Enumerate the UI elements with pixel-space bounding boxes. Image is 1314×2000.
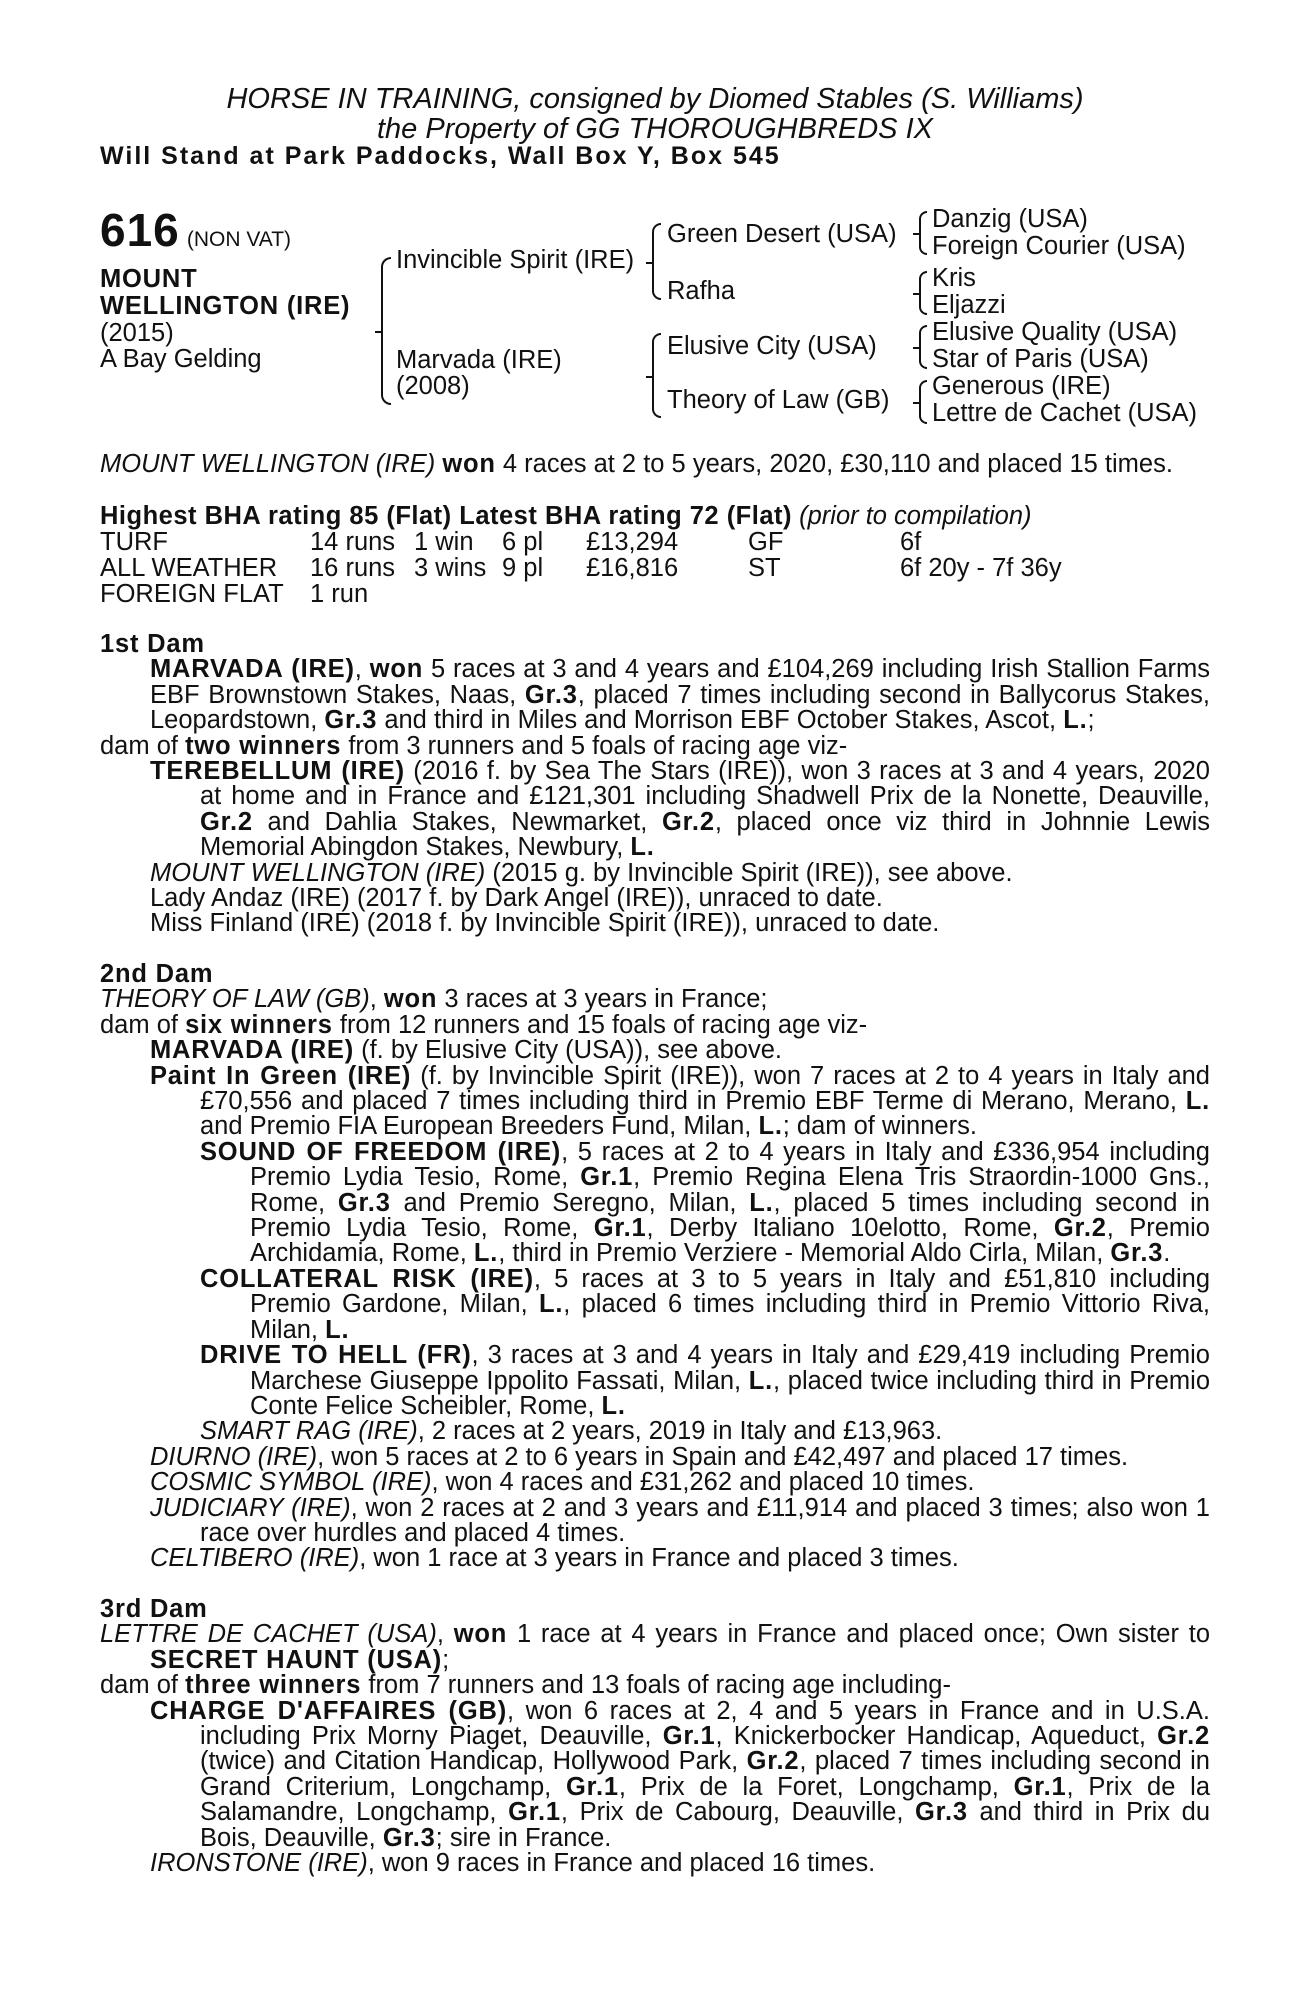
property-line: the Property of GG THOROUGHBREDS IX (377, 113, 933, 145)
produce-entry: COLLATERAL RISK (IRE), 5 races at 3 to 5 years in Italy and £51,810 including Premio Gardone, Milan, L., placed 6 times including third in Premio Vittorio Riva, Milan, L. (200, 1264, 1211, 1344)
pedigree-gg3: Kris (932, 264, 976, 292)
pedigree-bracket-sire (652, 223, 661, 300)
ratings-runs: 16 runs (310, 554, 396, 582)
ratings-surface: TURF (100, 528, 168, 556)
pedigree-dam-sire: Elusive City (USA) (667, 332, 877, 360)
third-dam-produce-summary: dam of three winners from 7 runners and 13 foals of racing age including- (100, 1671, 951, 1700)
produce-entry: SMART RAG (IRE), 2 races at 2 years, 2019 in Italy and £13,963. (200, 1417, 943, 1446)
first-dam-heading: 1st Dam (100, 630, 205, 658)
third-dam-heading: 3rd Dam (100, 1595, 208, 1623)
ratings-heading: Highest BHA rating 85 (Flat) Latest BHA rating 72 (Flat) (prior to compilation) (100, 502, 1032, 530)
produce-entry: DIURNO (IRE), won 5 races at 2 to 6 years in Spain and £42,497 and placed 17 times. (150, 1442, 1129, 1471)
produce-entry: Paint In Green (IRE) (f. by Invincible Spirit (IRE)), won 7 races at 2 to 4 years in Italy and £70,556 and placed 7 times including third in Premio EBF Terme di Merano, Merano, L. and Premio FIA European Breeders Fund, Milan, L.; dam of winners. (150, 1061, 1210, 1141)
produce-entry: JUDICIARY (IRE), won 2 races at 2 and 3 years and £11,914 and placed 3 times; also won 1 race over hurdles and placed 4 times. (150, 1493, 1210, 1547)
produce-entry: DRIVE TO HELL (FR), 3 races at 3 and 4 years in Italy and £29,419 including Premio Marchese Giuseppe Ippolito Fassati, Milan, L., placed twice including third in Premio Conte Felice Scheibler, Rome, L. (200, 1341, 1210, 1420)
ratings-runs: 14 runs (310, 528, 396, 556)
pedigree-gg1: Danzig (USA) (932, 205, 1088, 233)
pedigree-dam: Marvada (IRE) (396, 346, 562, 374)
pedigree-sire-dam: Rafha (667, 277, 736, 305)
second-dam-section (100, 962, 1210, 1572)
pedigree-dam-dam: Theory of Law (GB) (667, 386, 890, 414)
pedigree-dam-year: (2008) (396, 372, 470, 400)
horse-name-line2: WELLINGTON (IRE) (100, 292, 351, 320)
ratings-going: GF (748, 528, 784, 556)
pedigree-gg8: Lettre de Cachet (USA) (932, 399, 1198, 427)
second-dam-record: THEORY OF LAW (GB), won 3 races at 3 years in France; (100, 985, 768, 1014)
pedigree-gg5: Elusive Quality (USA) (932, 318, 1178, 346)
ratings-surface: FOREIGN FLAT (100, 580, 284, 608)
produce-entry: Lady Andaz (IRE) (2017 f. by Dark Angel (IRE)), unraced to date. (150, 884, 883, 913)
produce-entry: TEREBELLUM (IRE) (2016 f. by Sea The Stars (IRE)), won 3 races at 3 and 4 years, 2020 at home and in France and £121,301 including Shadwell Prix de la Nonette, Deauville, Gr.2 and Dahlia Stakes, Newmarket, Gr.2, placed once viz third in Johnnie Lewis Memorial Abingdon Stakes, Newbury, L. (150, 757, 1210, 862)
pedigree-gg4: Eljazzi (932, 291, 1006, 319)
pedigree-gg7: Generous (IRE) (932, 372, 1111, 400)
stand-line: Will Stand at Park Paddocks, Wall Box Y, Box 545 (100, 142, 781, 170)
horse-description: A Bay Gelding (100, 345, 262, 373)
lot-number-line (100, 204, 292, 263)
horse-name-line1: MOUNT (100, 265, 198, 293)
vat-status: (NON VAT) (186, 228, 292, 251)
ratings-surface: ALL WEATHER (100, 554, 278, 582)
catalogue-header (100, 84, 1210, 169)
ratings-prize: £16,816 (586, 554, 679, 582)
produce-entry: CHARGE D'AFFAIRES (GB), won 6 races at 2, 4 and 5 years in France and in U.S.A. including Prix Morny Piaget, Deauville, Gr.1, Knickerbocker Handicap, Aqueduct, Gr.2 (twice) and Citation Handicap, Hollywood Park, Gr.2, placed 7 times including second in Grand Criterium, Longchamp, Gr.1, Prix de la Foret, Longchamp, Gr.1, Prix de la Salamandre, Longchamp, Gr.1, Prix de Cabourg, Deauville, Gr.3 and third in Prix du Bois, Deauville, Gr.3; sire in France. (150, 1696, 1210, 1852)
produce-entry: CELTIBERO (IRE), won 1 race at 3 years in France and placed 3 times. (150, 1544, 959, 1573)
third-dam-record: LETTRE DE CACHET (USA), won 1 race at 4 years in France and placed once; Own sister to SECRET HAUNT (USA); (100, 1620, 1211, 1674)
consignor-line: HORSE IN TRAINING, consigned by Diomed Stables (S. Williams) (226, 83, 1084, 115)
foaling-year: (2015) (100, 319, 174, 347)
pedigree-gg6: Star of Paris (USA) (932, 345, 1149, 373)
ratings-distance: 6f (900, 528, 922, 556)
first-dam-record: MARVADA (IRE), won 5 races at 3 and 4 years and £104,269 including Irish Stallion Farms EBF Brownstown Stakes, Naas, Gr.3, placed 7 times including second in Ballycorus Stakes, Leopardstown, Gr.3 and third in Miles and Morrison EBF October Stakes, Ascot, L.; (150, 655, 1210, 735)
produce-entry: IRONSTONE (IRE), won 9 races in France and placed 16 times. (150, 1849, 876, 1878)
ratings-placed: 6 pl (502, 528, 544, 556)
third-dam-section (100, 1597, 1210, 1876)
summary-block (100, 452, 1210, 477)
produce-entry: COSMIC SYMBOL (IRE), won 4 races and £31,262 and placed 10 times. (150, 1468, 975, 1497)
pedigree-sire-sire: Green Desert (USA) (667, 220, 897, 248)
lot-number: 616 (100, 204, 180, 256)
second-dam-produce-summary: dam of six winners from 12 runners and 15 foals of racing age viz- (100, 1010, 868, 1039)
pedigree-bracket-main (381, 257, 391, 405)
pedigree-bracket-gg1 (919, 211, 927, 255)
pedigree-bracket-gg2 (919, 271, 927, 315)
race-summary: MOUNT WELLINGTON (IRE) won 4 races at 2 to 5 years, 2020, £30,110 and placed 15 times. (100, 450, 1173, 478)
second-dam-heading: 2nd Dam (100, 960, 214, 988)
ratings-distance: 6f 20y - 7f 36y (900, 554, 1062, 582)
ratings-going: ST (748, 554, 781, 582)
pedigree-gg2: Foreign Courier (USA) (932, 232, 1186, 260)
ratings-prize: £13,294 (586, 528, 679, 556)
ratings-placed: 9 pl (502, 554, 544, 582)
pedigree-sire: Invincible Spirit (IRE) (396, 246, 635, 274)
produce-entry: Miss Finland (IRE) (2018 f. by Invincible Spirit (IRE)), unraced to date. (150, 909, 940, 938)
pedigree-bracket-gg3 (919, 325, 927, 369)
first-dam-produce-summary: dam of two winners from 3 runners and 5 foals of racing age viz- (100, 731, 848, 760)
first-dam-section (100, 632, 1210, 937)
produce-entry: MOUNT WELLINGTON (IRE) (2015 g. by Invincible Spirit (IRE)), see above. (150, 858, 1013, 887)
pedigree-bracket-gg4 (919, 380, 927, 424)
pedigree-bracket-dam (652, 333, 661, 418)
ratings-runs: 1 run (310, 580, 369, 608)
produce-entry: MARVADA (IRE) (f. by Elusive City (USA)), see above. (150, 1036, 782, 1065)
ratings-wins: 1 win (414, 528, 474, 556)
produce-entry: SOUND OF FREEDOM (IRE), 5 races at 2 to 4 years in Italy and £336,954 including Premio Lydia Tesio, Rome, Gr.1, Premio Regina Elena Tris Straordin-1000 Gns., Rome, Gr.3 and Premio Seregno, Milan, L., placed 5 times including second in Premio Lydia Tesio, Rome, Gr.1, Derby Italiano 10elotto, Rome, Gr.2, Premio Archidamia, Rome, L., third in Premio Verziere - Memorial Aldo Cirla, Milan, Gr.3. (200, 1137, 1210, 1268)
ratings-wins: 3 wins (414, 554, 487, 582)
